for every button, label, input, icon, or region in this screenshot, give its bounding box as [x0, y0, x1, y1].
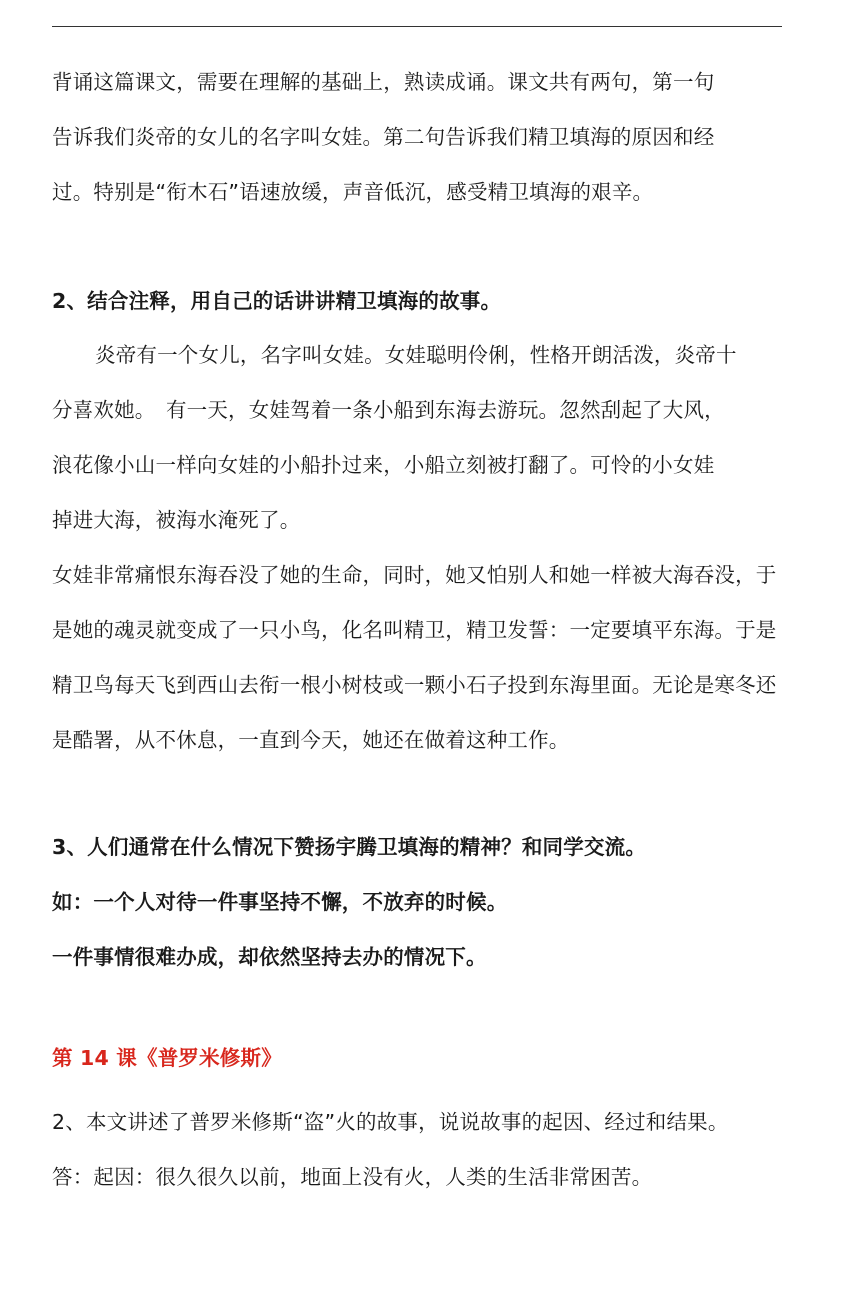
question3-answer-line: 一件事情很难办成，却依然坚持去办的情况下。: [52, 945, 487, 969]
paragraph1-line: 过。特别是“衔木石”语速放缓，声音低沉，感受精卫填海的艰辛。: [52, 180, 654, 204]
story-line: 分喜欢她。 有一天，女娃驾着一条小船到东海去游玩。忽然刮起了大风，: [52, 398, 725, 422]
question3-heading: 3、人们通常在什么情况下赞扬宇腾卫填海的精神？和同学交流。: [52, 835, 647, 859]
story-line: 是她的魂灵就变成了一只小鸟，化名叫精卫，精卫发誓：一定要填平东海。于是: [52, 618, 777, 642]
story-line: 是酷署，从不休息，一直到今天，她还在做着这种工作。: [52, 728, 570, 752]
paragraph1-line: 背诵这篇课文，需要在理解的基础上，熟读成诵。课文共有两句，第一句: [52, 70, 715, 94]
story-line: 精卫鸟每天飞到西山去衔一根小树枝或一颗小石子投到东海里面。无论是寒冬还: [52, 673, 777, 697]
lesson14-question: 2、本文讲述了普罗米修斯“盗”火的故事，说说故事的起因、经过和结果。: [52, 1110, 729, 1134]
question3-answer-line: 如：一个人对待一件事坚持不懈，不放弃的时候。: [52, 890, 508, 914]
story-line: 炎帝有一个女儿，名字叫女娃。女娃聪明伶俐，性格开朗活泼，炎帝十: [95, 343, 737, 367]
paragraph1-line: 告诉我们炎帝的女儿的名字叫女娃。第二句告诉我们精卫填海的原因和经: [52, 125, 715, 149]
lesson14-title: 第 14 课《普罗米修斯》: [52, 1046, 282, 1070]
story-line: 掉进大海，被海水淹死了。: [52, 508, 301, 532]
question2-heading: 2、结合注释，用自己的话讲讲精卫填海的故事。: [52, 289, 502, 313]
story-line: 浪花像小山一样向女娃的小船扑过来，小船立刻被打翻了。可怜的小女娃: [52, 453, 715, 477]
story-line: 女娃非常痛恨东海吞没了她的生命，同时，她又怕别人和她一样被大海吞没，于: [52, 563, 777, 587]
lesson14-answer: 答：起因：很久很久以前，地面上没有火，人类的生活非常困苦。: [52, 1165, 653, 1189]
top-rule: [52, 26, 782, 27]
